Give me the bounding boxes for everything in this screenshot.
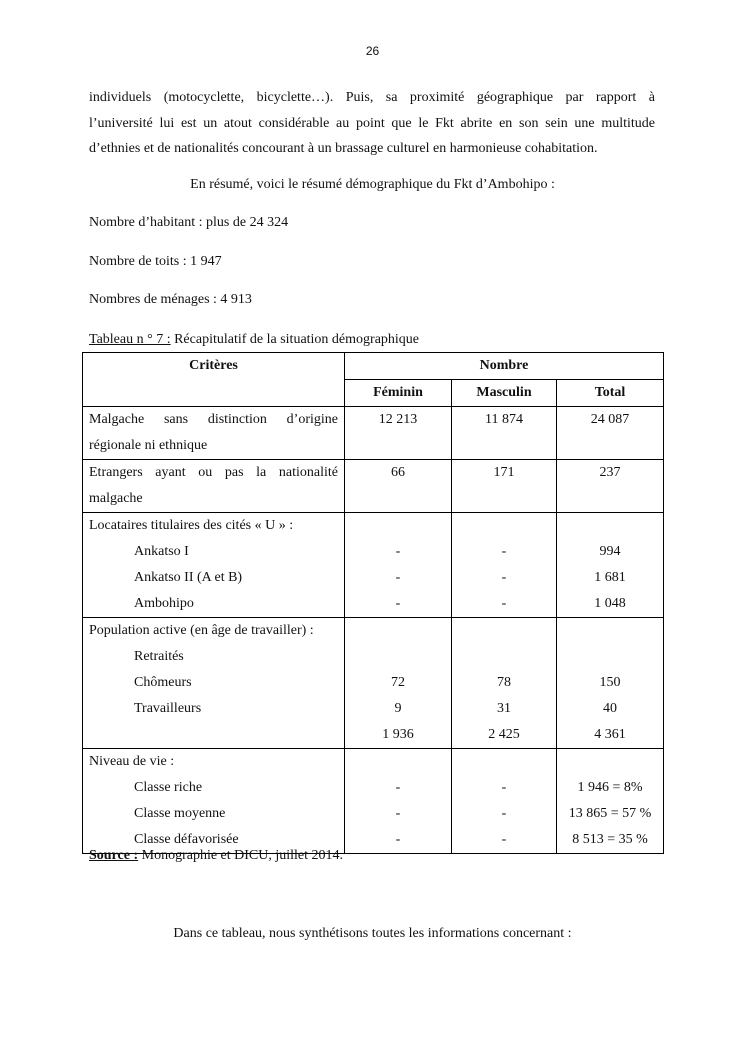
total-cell: 1 946 = 8% 13 865 = 57 % 8 513 = 35 %	[557, 749, 664, 854]
summary-intro: En résumé, voici le résumé démographique du Fkt d’Ambohipo :	[190, 177, 555, 192]
demographic-table	[82, 352, 664, 854]
masculin-cell: - - -	[452, 749, 557, 854]
stat-menages: Nombres de ménages : 4 913	[89, 292, 252, 307]
criteria-line: malgache	[89, 491, 143, 506]
sub-item: Classe moyenne	[134, 806, 226, 821]
intro-line-2: l’université lui est un atout considérable au point que le Fkt abrite en son sein une multitude	[89, 115, 655, 131]
criteria-line: Etrangers ayant ou pas la nationalité	[89, 465, 338, 480]
intro-line-3: d’ethnies et de nationalités concourant à un brassage culturel en harmonieuse cohabitation.	[89, 141, 598, 156]
caption-label: Tableau n ° 7 :	[89, 332, 171, 347]
header-masculin: Masculin	[452, 380, 557, 407]
feminin-cell: 12 213	[345, 407, 452, 460]
intro-paragraph	[89, 85, 655, 162]
sub-item: Travailleurs	[134, 701, 202, 716]
criteria-cell	[83, 460, 345, 513]
table-row-malgache	[83, 407, 664, 460]
sub-item: Classe riche	[134, 780, 203, 795]
masculin-cell: - - -	[452, 513, 557, 618]
feminin-cell: 66	[345, 460, 452, 513]
total-cell: 237	[557, 460, 664, 513]
table-caption	[89, 332, 419, 348]
table-row-locataires	[83, 513, 664, 618]
closing-sentence: Dans ce tableau, nous synthétisons toutes les informations concernant :	[173, 926, 572, 941]
feminin-cell: - - -	[345, 513, 452, 618]
total-cell: 994 1 681 1 048	[557, 513, 664, 618]
table-row-population	[83, 618, 664, 749]
feminin-cell: - - -	[345, 749, 452, 854]
table-row-niveau	[83, 749, 664, 854]
group-label: Population active (en âge de travailler) :	[89, 623, 314, 638]
table-row-etrangers	[83, 460, 664, 513]
sub-item: Ankatso II (A et B)	[134, 570, 243, 585]
sub-item: Ambohipo	[134, 596, 194, 611]
source-text: Monographie et DICU, juillet 2014.	[138, 848, 344, 863]
masculin-cell: 78 31 2 425	[452, 618, 557, 749]
sub-item: Ankatso I	[134, 544, 189, 559]
criteria-cell	[83, 513, 345, 618]
source-label: Source :	[89, 848, 139, 863]
sub-item: Chômeurs	[134, 675, 192, 690]
header-row-1	[83, 353, 664, 380]
total-cell: 150 40 4 361	[557, 618, 664, 749]
stat-habitants: Nombre d’habitant : plus de 24 324	[89, 215, 289, 230]
table-source	[89, 848, 343, 864]
masculin-cell: 171	[452, 460, 557, 513]
criteria-cell	[83, 407, 345, 460]
sub-item: Classe défavorisée	[134, 832, 239, 847]
criteria-cell	[83, 618, 345, 749]
caption-text: Récapitulatif de la situation démographique	[170, 332, 420, 347]
header-nombre: Nombre	[345, 353, 664, 380]
stat-toits: Nombre de toits : 1 947	[89, 254, 222, 269]
criteria-line: Malgache sans distinction d’origine	[89, 412, 338, 427]
page-number: 26	[365, 44, 380, 58]
header-criteres: Critères	[83, 353, 345, 407]
group-label: Locataires titulaires des cités « U » :	[89, 518, 294, 533]
criteria-cell	[83, 749, 345, 854]
criteria-line: régionale ni ethnique	[89, 438, 208, 453]
group-label: Niveau de vie :	[89, 754, 175, 769]
header-feminin: Féminin	[345, 380, 452, 407]
masculin-cell: 11 874	[452, 407, 557, 460]
intro-line-1: individuels (motocyclette, bicyclette…). Puis, sa proximité géographique par rapport à	[89, 90, 655, 105]
total-cell: 24 087	[557, 407, 664, 460]
feminin-cell: 72 9 1 936	[345, 618, 452, 749]
sub-item: Retraités	[134, 649, 184, 664]
header-total: Total	[557, 380, 664, 407]
